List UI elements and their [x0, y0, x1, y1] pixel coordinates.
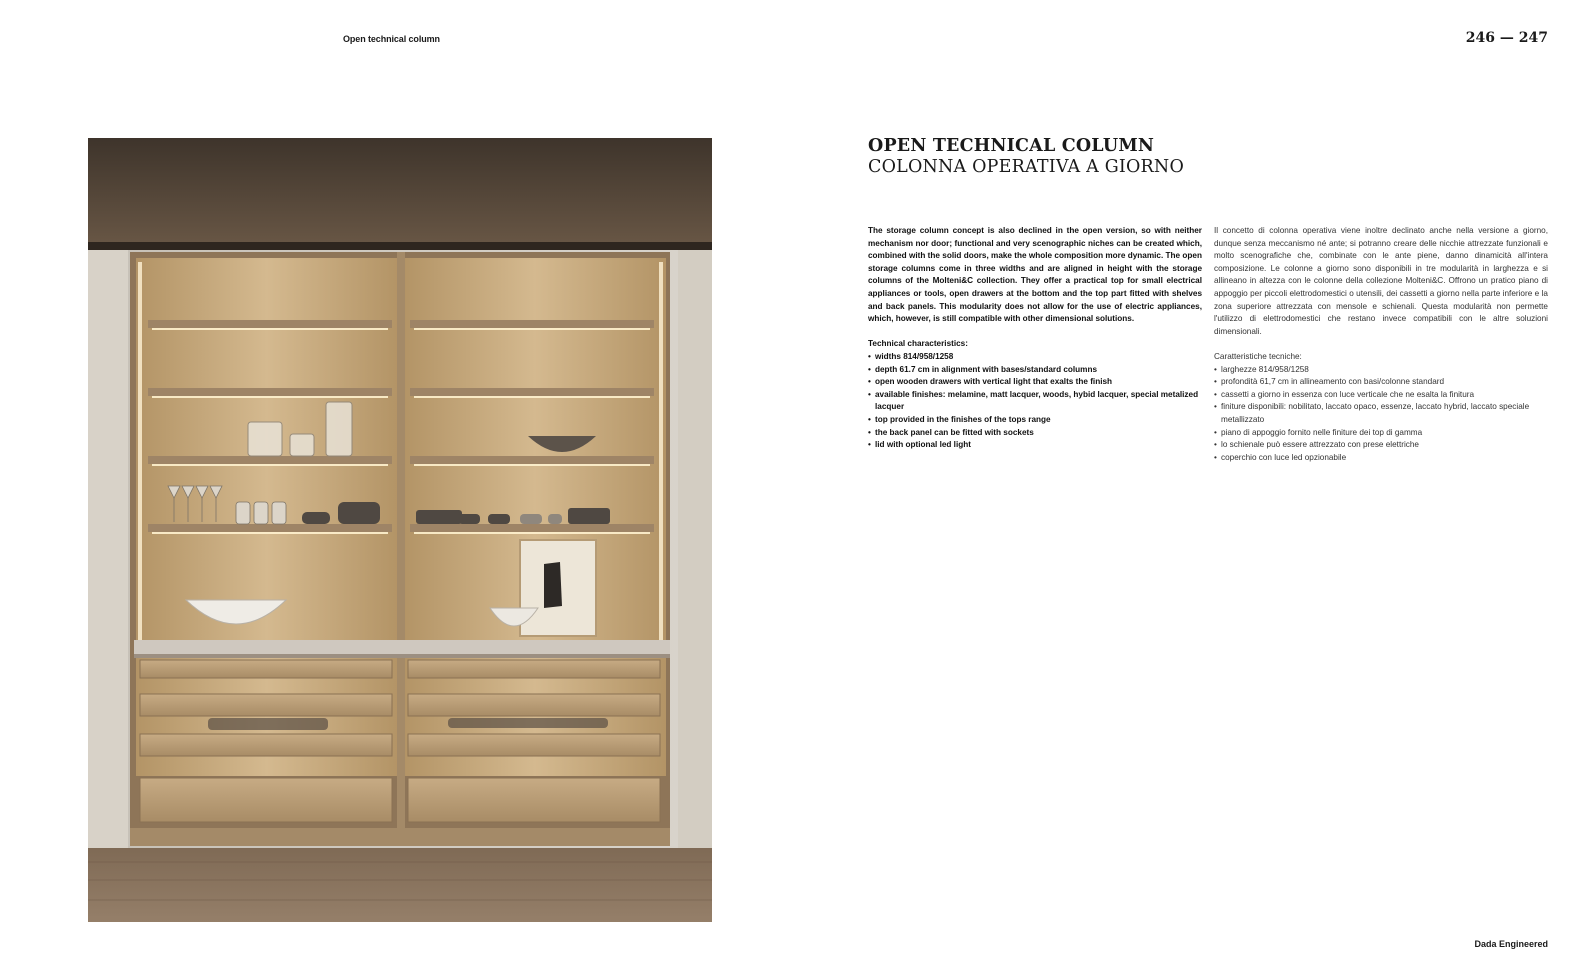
italian-specs-heading: Caratteristiche tecniche:: [1214, 351, 1302, 361]
spec-item: • depth 61.7 cm in alignment with bases/standard columns: [868, 364, 1202, 377]
spec-item: • available finishes: melamine, matt lacquer, woods, hybid lacquer, special metalized lacquer: [868, 389, 1202, 414]
spec-item: • piano di appoggio fornito nelle finiture dei top di gamma: [1214, 427, 1548, 440]
italian-specs-list: [1214, 364, 1548, 465]
spec-item: • finiture disponibili: nobilitato, laccato opaco, essenze, laccato hybrid, laccato speciale metallizzato: [1214, 401, 1548, 426]
spec-item: • cassetti a giorno in essenza con luce verticale che ne esalta la finitura: [1214, 389, 1548, 402]
italian-specs: [1214, 351, 1548, 464]
footer-brand: Dada Engineered: [1474, 939, 1548, 949]
product-photo: [88, 138, 712, 922]
spec-item: • the back panel can be fitted with sockets: [868, 427, 1202, 440]
running-header: Open technical column: [343, 34, 440, 44]
spec-item: • profondità 61,7 cm in allineamento con basi/colonne standard: [1214, 376, 1548, 389]
spec-item: • top provided in the finishes of the tops range: [868, 414, 1202, 427]
page-numbers: 246 — 247: [1465, 30, 1548, 46]
spec-item: • lo schienale può essere attrezzato con prese elettriche: [1214, 439, 1548, 452]
italian-column: [1214, 225, 1548, 464]
italian-body: Il concetto di colonna operativa viene inoltre declinato anche nella versione a giorno, dunque senza meccanismo né ante; si potranno creare delle nicchie attrezzate funzionali e molto scenografiche che, combinate con le ante piene, danno dinamicità all'intera composizione. Le colonne a giorno sono disponibili in tre modularità in larghezza e si allineano in altezza con le colonne della collezione Molteni&C. Offrono un pratico piano di appoggio per piccoli elettrodomestici o utensili, dei cassetti a giorno nella parte inferiore e la zona superiore attrezzata con mensole e schienali. Questa modularità non permette l'utilizzo di elettrodomestici che restano invece compatibili con le altre soluzioni dimensionali.: [1214, 226, 1548, 336]
english-specs-heading: Technical characteristics:: [868, 339, 968, 349]
title-block: [868, 136, 1184, 178]
spec-item: • open wooden drawers with vertical light that exalts the finish: [868, 376, 1202, 389]
english-specs-list: [868, 351, 1202, 452]
open-column-illustration: [88, 138, 712, 922]
english-body: The storage column concept is also declined in the open version, so with neither mechanism nor door; functional and very scenographic niches can be created which, combined with the solid doors, make the whole composition more dynamic. The open storage columns come in three widths and are aligned in height with the storage columns of the Molteni&C collection. They offer a practical top for small electrical appliances or tools, open drawers at the bottom and the top part fitted with shelves and back panels. This modularity does not allow for the use of electric appliances, which, however, is still compatible with other dimensional solutions.: [868, 226, 1202, 324]
spec-item: • lid with optional led light: [868, 439, 1202, 452]
spec-item: • coperchio con luce led opzionabile: [1214, 452, 1548, 465]
english-column: [868, 225, 1202, 452]
spec-item: • widths 814/958/1258: [868, 351, 1202, 364]
spec-item: • larghezze 814/958/1258: [1214, 364, 1548, 377]
english-specs: [868, 338, 1202, 451]
title-italian: COLONNA OPERATIVA A GIORNO: [868, 157, 1184, 177]
title-english: OPEN TECHNICAL COLUMN: [868, 136, 1155, 156]
